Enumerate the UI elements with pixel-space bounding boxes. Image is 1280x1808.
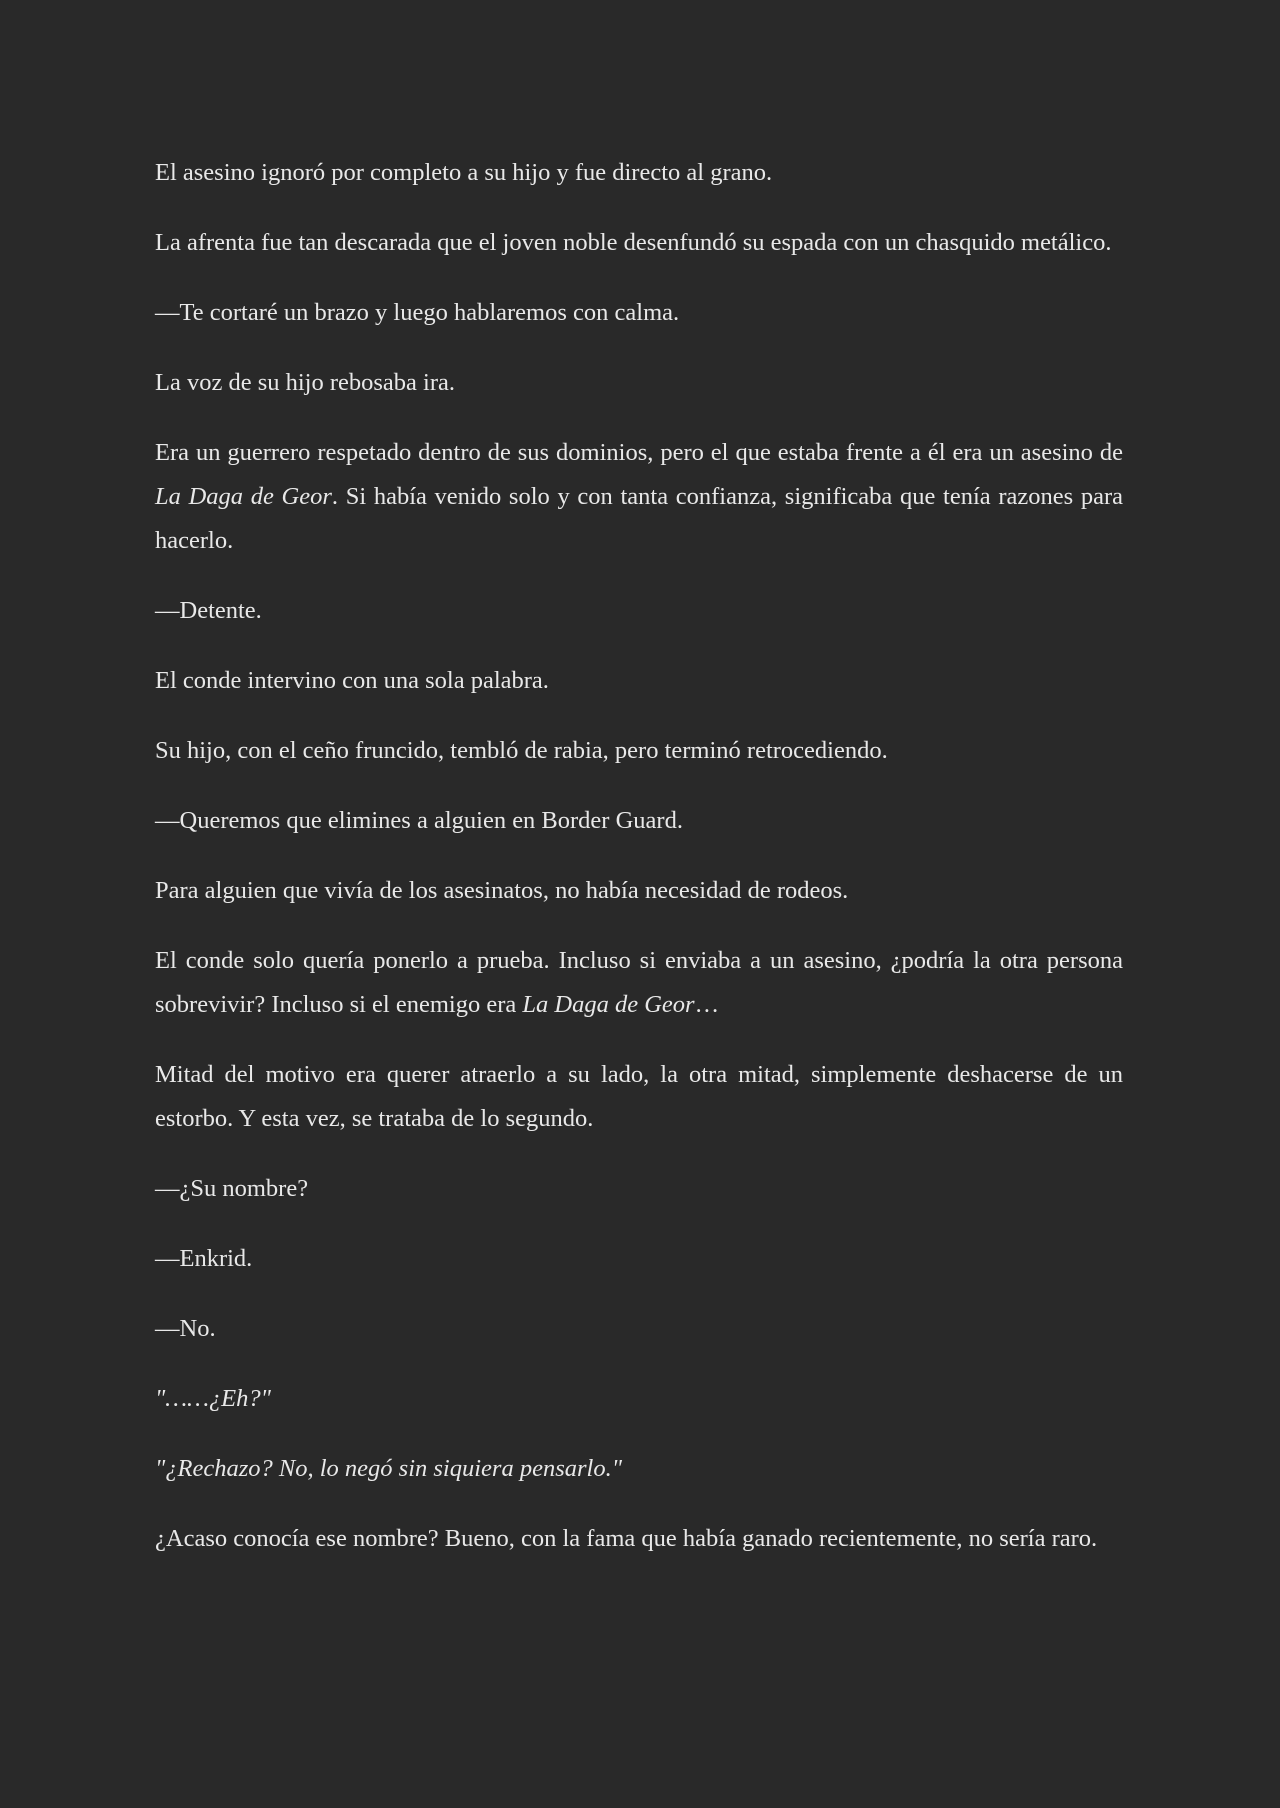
paragraph <box>155 799 1123 843</box>
paragraph <box>155 1053 1123 1141</box>
italic-text: "……¿Eh?" <box>155 1385 271 1412</box>
text-run: … <box>694 991 720 1018</box>
text-run: —Te cortaré un brazo y luego hablaremos con calma. <box>155 299 680 326</box>
text-run: . Si había venido solo y con tanta confianza, significaba que tenía razones para hacerlo. <box>155 483 1124 554</box>
paragraph <box>155 729 1123 773</box>
paragraph <box>155 361 1123 405</box>
text-run: Su hijo, con el ceño fruncido, tembló de rabia, pero terminó retrocediendo. <box>155 737 888 764</box>
text-run: —Enkrid. <box>155 1245 253 1272</box>
text-run: —Queremos que elimines a alguien en Border Guard. <box>155 807 683 834</box>
paragraph <box>155 939 1123 1027</box>
paragraph <box>155 1447 1123 1491</box>
paragraph <box>155 151 1123 195</box>
paragraph <box>155 589 1123 633</box>
text-run: —Detente. <box>155 597 262 624</box>
paragraph <box>155 1307 1123 1351</box>
text-run: La afrenta fue tan descarada que el joven noble desenfundó su espada con un chasquido metálico. <box>155 229 1112 256</box>
paragraph <box>155 1517 1123 1561</box>
text-run: —No. <box>155 1315 216 1342</box>
text-run: El conde intervino con una sola palabra. <box>155 667 549 694</box>
paragraph <box>155 1377 1123 1421</box>
paragraph <box>155 221 1123 265</box>
italic-text: La Daga de Geor <box>155 483 332 510</box>
paragraph <box>155 659 1123 703</box>
italic-text: "¿Rechazo? No, lo negó sin siquiera pensarlo." <box>155 1455 622 1482</box>
text-run: La voz de su hijo rebosaba ira. <box>155 369 456 396</box>
italic-text: La Daga de Geor <box>522 991 695 1018</box>
paragraph <box>155 1237 1123 1281</box>
text-run: Mitad del motivo era querer atraerlo a su lado, la otra mitad, simplemente deshacerse de un estorbo. Y esta vez, se trataba de lo segundo. <box>155 1061 1123 1132</box>
paragraph <box>155 869 1123 913</box>
text-run: El asesino ignoró por completo a su hijo y fue directo al grano. <box>155 159 773 186</box>
paragraph <box>155 1167 1123 1211</box>
text-run: Para alguien que vivía de los asesinatos, no había necesidad de rodeos. <box>155 877 849 904</box>
paragraph <box>155 431 1123 563</box>
paragraph <box>155 291 1123 335</box>
chapter-text <box>155 151 1123 1587</box>
text-run: El conde solo quería ponerlo a prueba. Incluso si enviaba a un asesino, ¿podría la otra persona sobrevivir? Incluso si el enemigo era <box>155 947 1123 1018</box>
text-run: Era un guerrero respetado dentro de sus dominios, pero el que estaba frente a él era un asesino de <box>155 439 1123 466</box>
text-run: ¿Acaso conocía ese nombre? Bueno, con la fama que había ganado recientemente, no sería raro. <box>155 1525 1098 1552</box>
text-run: —¿Su nombre? <box>155 1175 309 1202</box>
